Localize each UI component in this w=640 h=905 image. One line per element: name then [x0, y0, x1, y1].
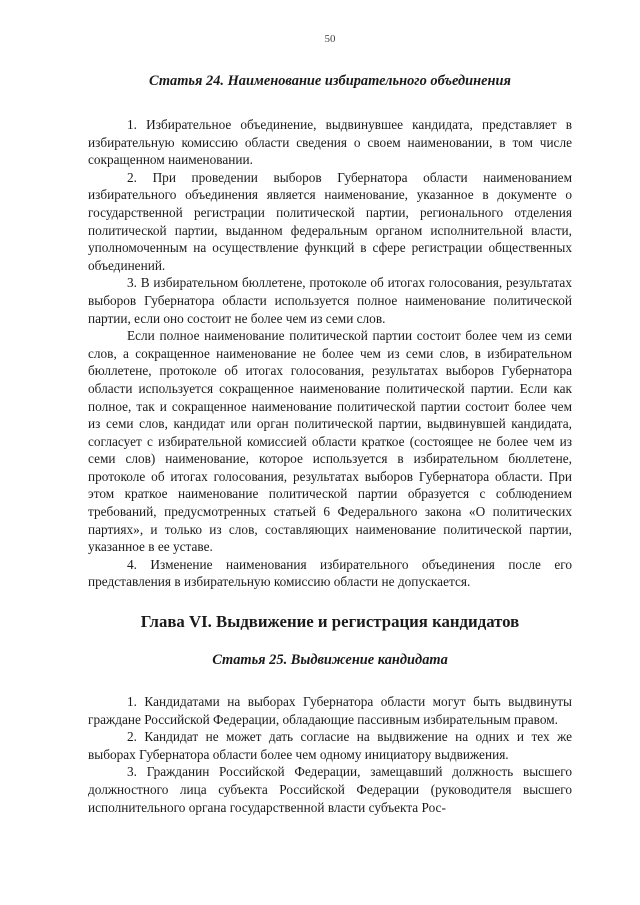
article-25-paragraph-3: 3. Гражданин Российской Федерации, замещавший должность высшего должностного лица субъекта Российской Федерации (руководителя высшего исполнительного органа государственной власти субъекта Рос- — [88, 764, 572, 815]
article-25-title: Статья 25. Выдвижение кандидата — [212, 652, 448, 669]
article-25-paragraph-2: 2. Кандидат не может дать согласие на выдвижение на одних и тех же выборах Губернатора области более чем одному инициатору выдвижения. — [88, 729, 572, 762]
article-24-paragraph-3: 3. В избирательном бюллетене, протоколе об итогах голосования, результатах выборов Губернатора области используется полное наименование политической партии, если оно состоит не более чем из семи слов. — [88, 275, 572, 326]
article-24-title: Статья 24. Наименование избирательного объединения — [149, 73, 511, 89]
chapter-title: Глава VI. Выдвижение и регистрация кандидатов — [140, 612, 520, 632]
page-number: 50 — [324, 33, 336, 45]
article-25-paragraph-1: 1. Кандидатами на выборах Губернатора области могут быть выдвинуты граждане Российской Федерации, обладающие пассивным избирательным правом. — [88, 694, 572, 727]
article-25-body — [88, 693, 572, 816]
article-24-paragraph-5: 4. Изменение наименования избирательного объединения после его представления в избирательную комиссию области не допускается. — [88, 556, 572, 590]
article-24-paragraph-1: 1. Избирательное объединение, выдвинувшее кандидата, представляет в избирательную комиссию области сведения о своем наименовании, в том числе сокращенном наименовании. — [88, 117, 572, 168]
article-24-body — [88, 116, 572, 591]
document-page — [88, 30, 572, 816]
article-24-paragraph-2: 2. При проведении выборов Губернатора области наименованием избирательного объединения является наименование, указанное в документе о государственной регистрации политической партии, регионального отделения политической партии, выданном федеральным органом исполнительной власти, уполномоченным на осуществление функций в сфере регистрации общественных объединений. — [88, 169, 572, 273]
article-24-paragraph-4: Если полное наименование политической партии состоит более чем из семи слов, а сокращенное наименование не более чем из семи слов, в избирательном бюллетене, протоколе об итогах голосования, результатах выборов Губернатора области используется сокращенное наименование политической партии. Если как полное, так и сокращенное наименование политической партии состоит более чем из семи слов, кандидат или орган политической партии, выдвинувшей кандидата, согласует с избирательной комиссией области краткое (состоящее не более чем из семи слов) наименование, которое используется в избирательном бюллетене, протоколе об итогах голосования, результатах выборов Губернатора области. При этом краткое наименование политической партии образуется с соблюдением требований, предусмотренных статьей 6 Федерального закона «О политических партиях», и только из слов, составляющих наименование политической партии, указанное в ее уставе. — [88, 328, 572, 555]
